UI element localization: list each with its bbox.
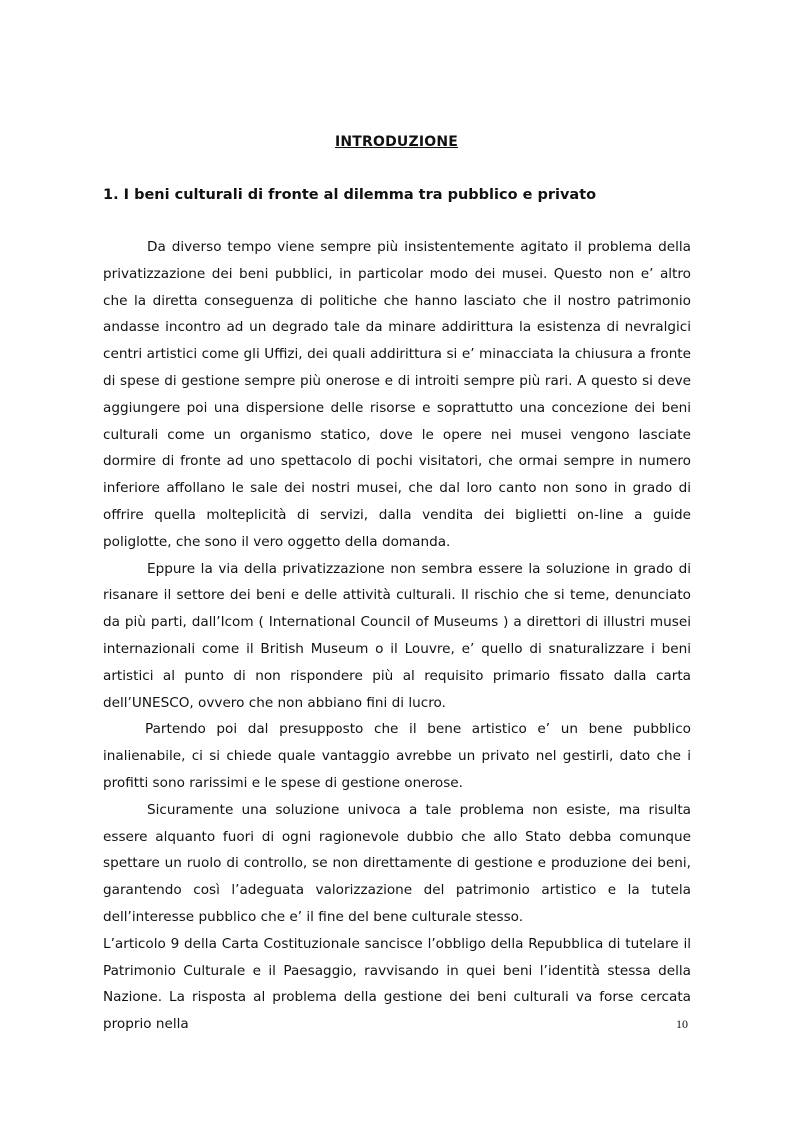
- paragraph: L’articolo 9 della Carta Costituzionale sancisce l’obbligo della Repubblica di tutelare il Patrimonio Culturale e il Paesaggio, ravvisando in quei beni l’identità stessa della Nazione. La risposta al problema della gestione dei beni culturali va forse cercata proprio nella: [103, 935, 691, 1033]
- paragraph: Eppure la via della privatizzazione non sembra essere la soluzione in grado di risanare il settore dei beni e delle attività culturali. Il rischio che si teme, denunciato da più parti, dall’Icom ( International Council of Museums ) a direttori di illustri musei internazionali come il British Museum o il Louvre, e’ quello di snaturalizzare i beni artistici al punto di non rispondere più al requisito primario fissato dalla carta dell’UNESCO, ovvero che non abbiano fini di lucro.: [103, 560, 691, 711]
- page-title: INTRODUZIONE: [334, 134, 459, 150]
- body-text: [103, 234, 691, 1038]
- section-heading: 1. I beni culturali di fronte al dilemma tra pubblico e privato: [103, 187, 597, 203]
- paragraph: Sicuramente una soluzione univoca a tale problema non esiste, ma risulta essere alquanto fuori di ogni ragionevole dubbio che allo Stato debba comunque spettare un ruolo di controllo, se non direttamente di gestione e produzione dei beni, garantendo così l’adeguata valorizzazione del patrimonio artistico e la tutela dell’interesse pubblico che e’ il fine del bene culturale stesso.: [103, 801, 691, 925]
- paragraph: Partendo poi dal presupposto che il bene artistico e’ un bene pubblico inalienabile, ci si chiede quale vantaggio avrebbe un privato nel gestirli, dato che i profitti sono rarissimi e le spese di gestione onerose.: [103, 721, 691, 791]
- page-number: 10: [676, 1017, 688, 1031]
- paragraph: Da diverso tempo viene sempre più insistentemente agitato il problema della privatizzazione dei beni pubblici, in particolar modo dei musei. Questo non e’ altro che la diretta conseguenza di politiche che hanno lasciato che il nostro patrimonio andasse incontro ad un degrado tale da minare addirittura la esistenza di nevralgici centri artistici come gli Uffizi, dei quali addirittura si e’ minacciata la chiusura a fronte di spese di gestione sempre più onerose e di introiti sempre più rari. A questo si deve aggiungere poi una dispersione delle risorse e soprattutto una concezione dei beni culturali come un organismo statico, dove le opere nei musei vengono lasciate dormire di fronte ad uno spettacolo di pochi visitatori, che ormai sempre in numero inferiore affollano le sale dei nostri musei, che dal loro canto non sono in grado di offrire quella molteplicità di servizi, dalla vendita dei biglietti on-line a guide poliglotte, che sono il vero oggetto della domanda.: [103, 239, 691, 550]
